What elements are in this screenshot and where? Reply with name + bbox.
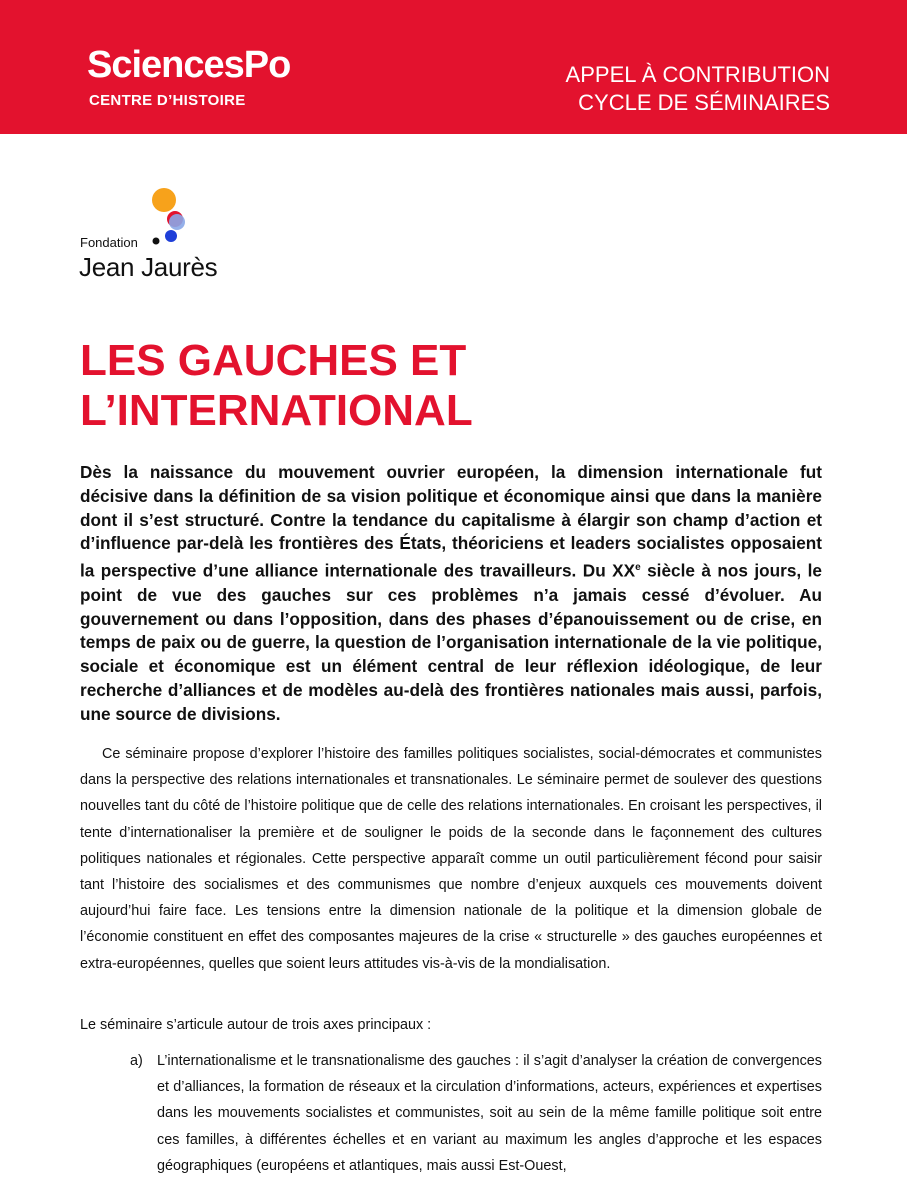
body-paragraph: Ce séminaire propose d’explorer l’histoire des familles politiques socialistes, social-démocrates et communistes dans la perspective des relations internationales et transnationales. Le séminaire permet de soulever des questions nouvelles tant du côté de l’histoire politique que de celle des relations internationales. En croisant les perspectives, il tente d’internationaliser la première et de souligner le poids de la seconde dans le façonnement des cultures politiques nationales et régionales. Cette perspective apparaît comme un outil particulièrement fécond pour saisir tant l’histoire des socialismes et des communismes que nombre d’enjeux auxquels ces mouvements doivent aujourd’hui faire face. Les tensions entre la dimension nationale de la politique et la dimension globale de l’économie constituent en effet des composantes majeures de la crise « structurelle » des gauches européennes et extra-européennes, quelles que soient leurs attitudes vis-à-vis de la mondialisation. [80, 746, 822, 972]
century-superscript: e [635, 562, 641, 574]
sciencespo-logo-text: SciencesPo [87, 44, 291, 86]
centre-histoire-label: CENTRE D’HISTOIRE [89, 92, 246, 109]
header-banner [0, 0, 907, 134]
page-title [80, 336, 840, 436]
jean-jaures-label: Jean Jaurès [79, 252, 218, 282]
lead-text-start: Dès la naissance du mouvement ouvrier européen, la dimension internationale fut décisive dans la définition de sa vision politique et économique ainsi que dans la manière dont il s’est structuré. Contre la tendance du capitalisme à élargir son champ d’action et d’influence par-delà les frontières des États, théoriciens et leaders socialistes opposaient la perspective d’une alliance internationale des travailleurs. Du XX [80, 462, 822, 581]
title-line-1: LES GAUCHES ET [80, 336, 467, 385]
fondation-label: Fondation [80, 235, 138, 250]
call-line-1: APPEL À CONTRIBUTION [565, 62, 830, 87]
lead-text-end: siècle à nos jours, le point de vue des gauches sur ces problèmes n’a jamais cessé d’évoluer. Au gouvernement ou dans l’opposition, dans des phases d’épanouissement ou de crise, en temps de paix ou de guerre, la question de l’organisation internationale de la vie politique, sociale et économique est un élément central de leur réflexion idéologique, de leur recherche d’alliances et de modèles au-delà des frontières nationales mais aussi, parfois, une source de divisions. [80, 560, 822, 724]
axes-intro: Le séminaire s’articule autour de trois axes principaux : [80, 1017, 432, 1033]
axis-text: L’internationalisme et le transnationalisme des gauches : il s’agit d’analyser la création de convergences et d’alliances, la formation de réseaux et la circulation d’informations, acteurs, expériences et expertises dans les mouvements socialistes et communistes, soit au sein de la même famille politique soit entre ces familles, à différentes échelles et en variant au maximum les angles d’approche et les espaces géographiques (européens et atlantiques, mais aussi Est-Ouest, [157, 1053, 822, 1174]
lead-paragraph [80, 461, 822, 727]
axis-letter: a) [130, 1053, 143, 1069]
call-heading [566, 61, 830, 117]
title-line-2: L’INTERNATIONAL [80, 386, 473, 435]
call-line-2: CYCLE DE SÉMINAIRES [578, 90, 830, 115]
